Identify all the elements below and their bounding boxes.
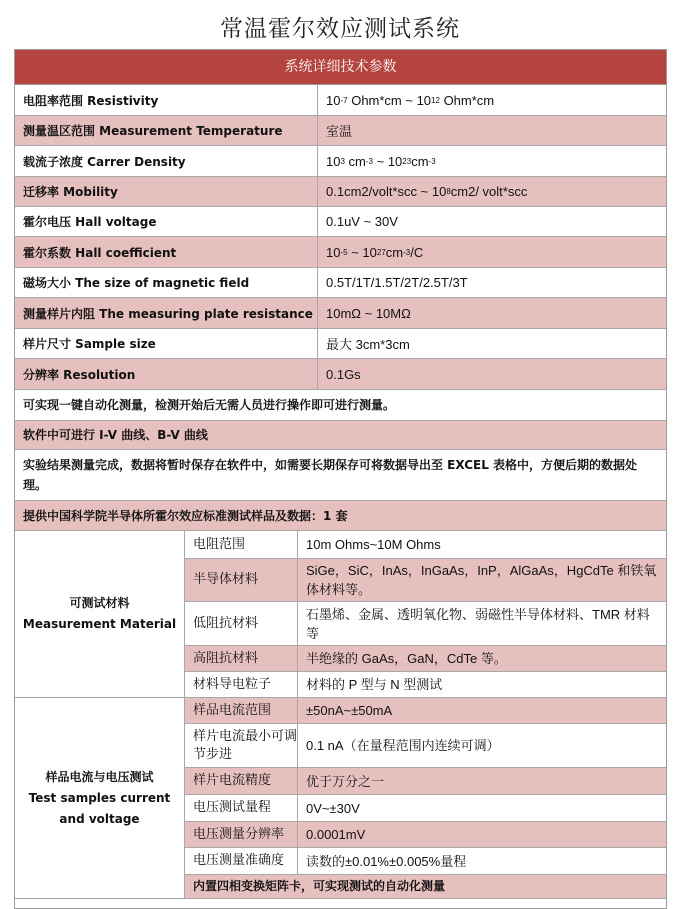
sub-key: 电阻范围 — [185, 531, 298, 558]
spec-value: 0.5T/1T/1.5T/2T/2.5T/3T — [326, 275, 468, 290]
current-label-cn: 样品电流与电压测试 — [45, 769, 154, 784]
spec-value: 0.1cm2/volt*scc ~ 10 8 cm2/ volt*scc — [326, 184, 528, 199]
spec-value: 10 3 cm -3 ~ 10 23 cm -3 — [326, 153, 436, 169]
spec-label: 迁移率 Mobility — [15, 177, 318, 206]
sub-key: 高阻抗材料 — [185, 646, 298, 671]
sub-row — [185, 848, 666, 875]
spec-label: 分辨率 Resolution — [15, 359, 318, 389]
sub-row — [185, 698, 666, 724]
sub-key: 低阻抗材料 — [185, 602, 298, 645]
sub-value: 0.1 nA（在量程范围内连续可调） — [306, 738, 500, 753]
table-row — [15, 359, 666, 390]
spec-value: 0.1Gs — [326, 366, 361, 382]
materials-label-cn: 可测试材料 — [69, 596, 130, 610]
spec-value: 0.1uV ~ 30V — [326, 214, 398, 229]
sub-value: SiGe，SiC，InAs，InGaAs，InP，AlGaAs，HgCdTe 和铁氧体材料等。 — [306, 563, 657, 597]
materials-label — [15, 531, 185, 698]
sub-value: 优于万分之一 — [306, 773, 385, 789]
sub-row — [185, 531, 666, 559]
spec-label: 磁场大小 The size of magnetic field — [15, 268, 318, 297]
note-row — [15, 421, 666, 450]
sub-value: 0V~±30V — [306, 800, 360, 816]
sub-row — [185, 602, 666, 646]
sub-row — [185, 768, 666, 795]
spec-value: 最大 3cm*3cm — [326, 337, 410, 352]
sub-value: 读数的±0.01%±0.005%量程 — [306, 853, 467, 869]
spec-value: 10mΩ ~ 10MΩ — [326, 305, 411, 321]
table-row — [15, 146, 666, 177]
sub-row — [185, 672, 666, 698]
spec-value: 10 -7 Ohm*cm ~ 10 12 Ohm*cm — [326, 92, 495, 108]
page-title: 常温霍尔效应测试系统 — [220, 16, 460, 42]
table-row — [15, 207, 666, 237]
spec-label: 测量样片内阻 The measuring plate resistance — [15, 298, 318, 328]
note-text: 提供中国科学院半导体所霍尔效应标准测试样品及数据：1 套 — [23, 508, 348, 523]
sub-row — [185, 795, 666, 822]
table-row — [15, 116, 666, 146]
spec-value: 室温 — [326, 124, 353, 139]
table-row — [15, 85, 666, 116]
note-row — [15, 390, 666, 421]
sub-value: 石墨烯、金属、透明氧化物、弱磁性半导体材料、TMR 材料等 — [306, 606, 650, 641]
sub-value: 半绝缘的 GaAs，GaN，CdTe 等。 — [306, 651, 507, 666]
footer-note: 内置四相变换矩阵卡，可实现测试的自动化测量 — [193, 879, 446, 893]
spec-value: 10 -5 ~ 10 27 cm -3 /C — [326, 244, 424, 260]
spec-label: 样片尺寸 Sample size — [15, 329, 318, 358]
spec-label: 测量温区范围 Measurement Temperature — [15, 116, 318, 145]
table-row — [15, 177, 666, 207]
table-row — [15, 298, 666, 329]
current-voltage-group — [15, 698, 666, 899]
spec-label: 霍尔电压 Hall voltage — [15, 207, 318, 236]
sub-row — [185, 822, 666, 848]
sub-row — [185, 875, 666, 899]
note-row — [15, 450, 666, 501]
sub-row — [185, 646, 666, 672]
current-label-en: Test samples current and voltage — [28, 790, 171, 826]
note-row — [15, 501, 666, 531]
sub-key: 样品电流范围 — [185, 698, 298, 723]
sub-value: 材料的 P 型与 N 型测试 — [306, 677, 443, 692]
sub-key: 电压测试量程 — [185, 795, 298, 821]
sub-row — [185, 559, 666, 602]
spec-label: 电阻率范围 Resistivity — [15, 85, 318, 115]
table-header: 系统详细技术参数 — [15, 50, 666, 85]
current-label — [15, 698, 185, 899]
spec-label: 载流子浓度 Carrer Density — [15, 146, 318, 176]
sub-key: 半导体材料 — [185, 559, 298, 601]
sub-row — [185, 724, 666, 768]
sub-value: 10m Ohms~10M Ohms — [306, 537, 441, 552]
sub-key: 样片电流最小可调节步进 — [185, 724, 298, 767]
note-text: 软件中可进行 I-V 曲线、B-V 曲线 — [23, 428, 208, 442]
spec-table — [14, 49, 667, 909]
table-row — [15, 268, 666, 298]
table-row — [15, 237, 666, 268]
note-text: 实验结果测量完成，数据将暂时保存在软件中，如需要长期保存可将数据导出至 EXCEL 表格中，方便后期的数据处理。 — [23, 458, 638, 492]
table-row — [15, 329, 666, 359]
sub-key: 样片电流精度 — [185, 768, 298, 794]
sub-value: ±50nA~±50mA — [306, 703, 393, 718]
materials-label-en: Measurement Material — [22, 617, 177, 631]
spec-label: 霍尔系数 Hall coefficient — [15, 237, 318, 267]
materials-group — [15, 531, 666, 698]
sub-key: 电压测量准确度 — [185, 848, 298, 874]
sub-value: 0.0001mV — [306, 827, 366, 842]
sub-key: 材料导电粒子 — [185, 672, 298, 697]
note-text: 可实现一键自动化测量，检测开始后无需人员进行操作即可进行测量。 — [23, 398, 396, 412]
sub-key: 电压测量分辨率 — [185, 822, 298, 847]
